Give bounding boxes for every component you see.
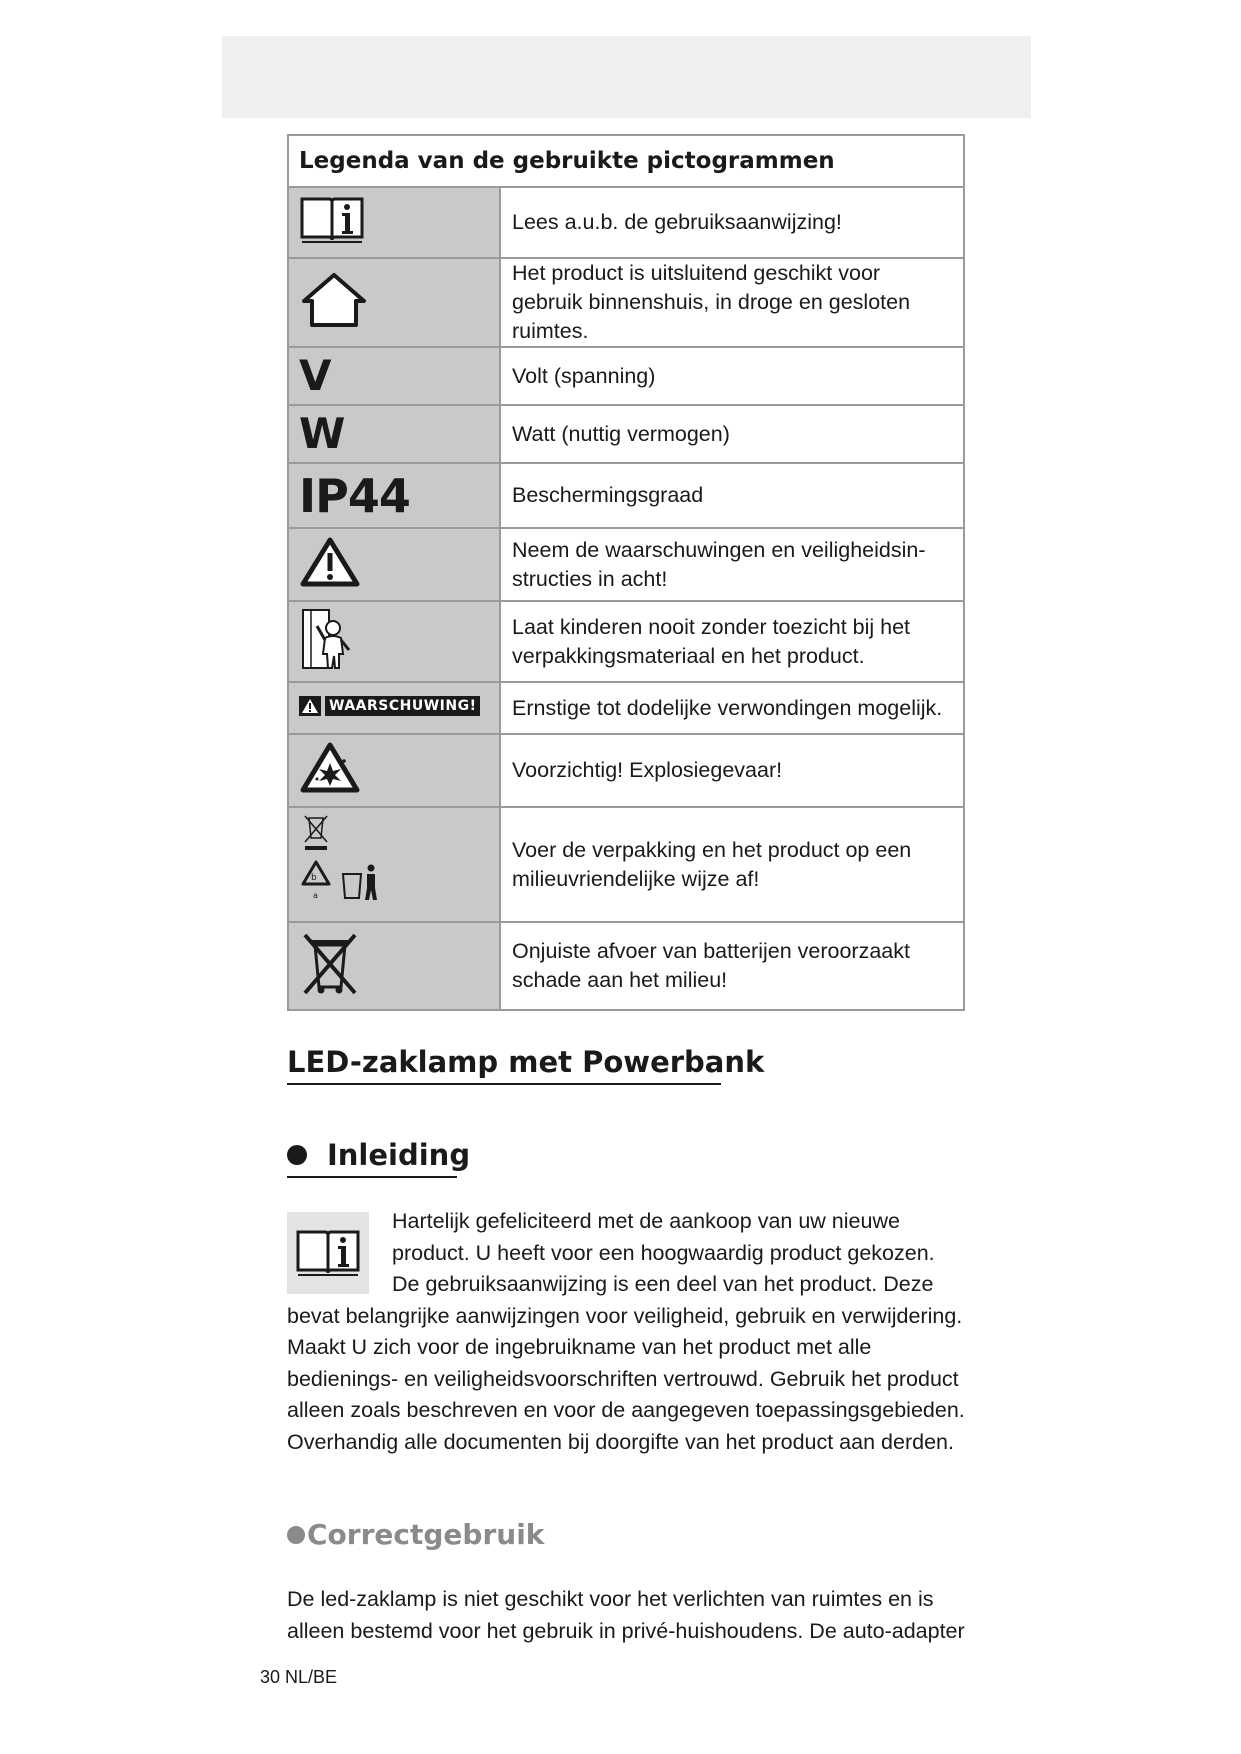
legend-icon-cell — [288, 528, 500, 601]
legend-icon-cell — [288, 405, 500, 463]
recycling-disposal-icon — [299, 812, 383, 912]
legend-text: Het product is uitsluitend geschikt voor gebruik binnenshuis, in droge en gesloten ruimtes. — [500, 258, 964, 347]
legend-text: Onjuiste afvoer van batterijen veroorzaakt schade aan het milieu! — [500, 922, 964, 1010]
legend-icon-cell — [288, 187, 500, 258]
legend-row — [288, 347, 964, 405]
legend-text: Watt (nuttig vermogen) — [500, 405, 964, 463]
intro-heading-text: Inleiding — [327, 1138, 471, 1172]
book-info-icon — [299, 194, 365, 246]
volt-symbol: V — [299, 351, 332, 400]
bullet-icon — [287, 1526, 305, 1544]
legend-title: Legenda van de gebruikte pictogrammen — [288, 135, 964, 187]
legend-row — [288, 682, 964, 734]
bullet-icon — [287, 1145, 307, 1165]
legend-text: Voorzichtig! Explosiegevaar! — [500, 734, 964, 807]
warning-label: WAARSCHUWING! — [325, 696, 480, 716]
legend-text: Ernstige tot dodelijke verwondingen mogelijk. — [500, 682, 964, 734]
watt-symbol: W — [299, 409, 346, 458]
legend-text: Voer de verpakking en het product op een milieuvriendelijke wijze af! — [500, 807, 964, 922]
legend-text: Neem de waarschuwingen en veiligheidsin-structies in acht! — [500, 528, 964, 601]
legend-icon-cell — [288, 682, 500, 734]
ip44-symbol: IP44 — [299, 468, 410, 523]
legend-icon-cell — [288, 258, 500, 347]
legend-icon-cell — [288, 807, 500, 922]
child-hazard-icon — [299, 606, 355, 672]
legend-icon-cell — [288, 347, 500, 405]
legend-icon-cell — [288, 601, 500, 682]
legend-row — [288, 922, 964, 1010]
warning-small-icon — [299, 696, 321, 716]
correct-use-heading-text: Correctgebruik — [307, 1518, 545, 1551]
intro-paragraph: Hartelijk gefeliciteerd met de aankoop van uw nieuwe product. U heeft voor een hoogwaardig product gekozen. De gebruiksaanwijzing is een deel van het product. Deze bevat belangrijke aanwijzingen voor veiligheid, gebruik en verwijdering. Maakt U zich voor de ingebruikname van het product met alle bedienings- en veiligheidsvoorschriften vertrouwd. Gebruik het product alleen zoals beschreven en voor de aangegeven toepassingsgebieden. Overhandig alle documenten bij doorgifte van het product aan derden. — [287, 1209, 965, 1454]
legend-text: Laat kinderen nooit zonder toezicht bij het verpakkingsmateriaal en het product. — [500, 601, 964, 682]
svg-text:b: b — [311, 873, 317, 883]
legend-text: Lees a.u.b. de gebruiksaanwijzing! — [500, 187, 964, 258]
legend-row — [288, 807, 964, 922]
intro-heading-underline — [287, 1176, 457, 1178]
header-band — [222, 36, 1031, 118]
crossed-bin-icon — [299, 931, 361, 997]
legend-text: Beschermingsgraad — [500, 463, 964, 528]
legend-row — [288, 601, 964, 682]
explosion-warning-icon — [299, 741, 361, 795]
legend-icon-cell — [288, 922, 500, 1010]
page-footer: 30 NL/BE — [260, 1667, 338, 1687]
legend-row — [288, 187, 964, 258]
legend-header-row — [288, 135, 964, 187]
title-underline — [287, 1083, 721, 1085]
pictogram-legend-table — [287, 134, 965, 1011]
legend-row — [288, 405, 964, 463]
legend-row — [288, 463, 964, 528]
warning-triangle-icon — [299, 536, 361, 588]
svg-text:a: a — [313, 891, 318, 900]
legend-row — [288, 734, 964, 807]
warning-badge — [299, 696, 480, 716]
document-title: LED-zaklamp met Powerbank — [287, 1045, 765, 1079]
legend-row — [288, 528, 964, 601]
intro-heading — [287, 1138, 470, 1172]
legend-icon-cell — [288, 463, 500, 528]
legend-row — [288, 258, 964, 347]
legend-icon-cell — [288, 734, 500, 807]
house-icon — [299, 271, 369, 329]
correct-use-paragraph: De led-zaklamp is niet geschikt voor het verlichten van ruimtes en is alleen bestemd voor het gebruik in privé-huishoudens. De auto-adapter — [287, 1587, 965, 1643]
legend-text: Volt (spanning) — [500, 347, 964, 405]
correct-use-heading — [287, 1518, 544, 1551]
